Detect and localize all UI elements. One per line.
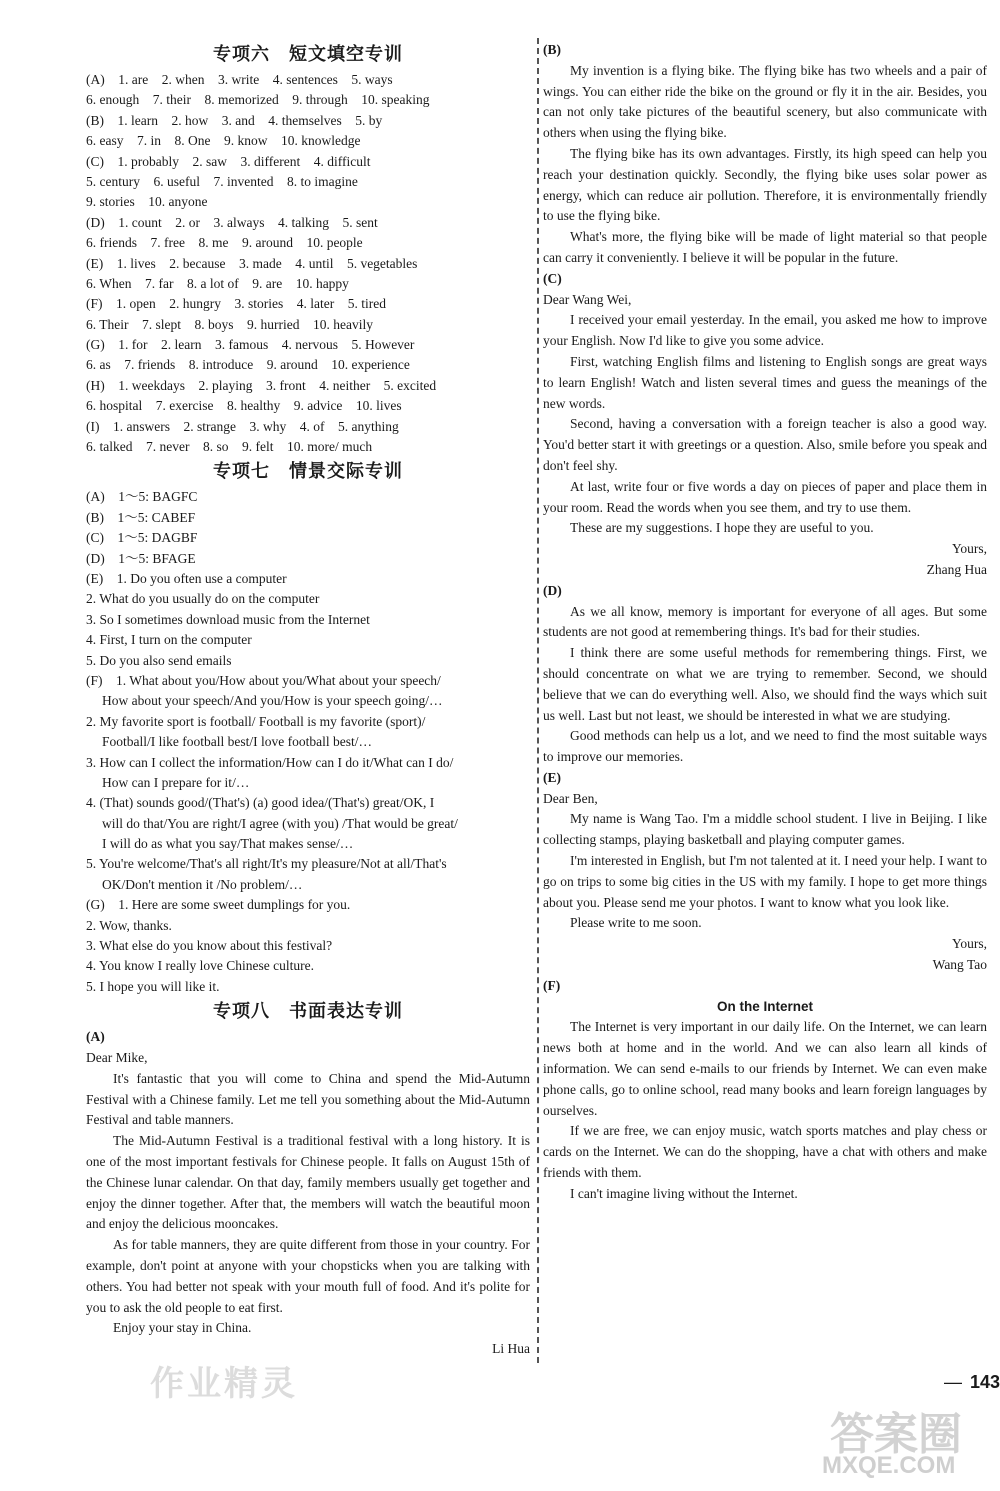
left-column <box>86 40 530 1360</box>
answer-line: 6. hospital 7. exercise 8. healthy 9. advice 10. lives <box>86 398 402 414</box>
answer-line: (H) 1. weekdays 2. playing 3. front 4. neither 5. excited <box>86 377 437 393</box>
essay-a <box>86 1027 530 1360</box>
paragraph: Please write to me soon. <box>570 915 702 931</box>
answer-site-logo: 答案圈 <box>830 1409 962 1460</box>
answer-line: (B) 1～5: CABEF <box>86 509 196 525</box>
answer-line: I will do as what you say/That makes sense/… <box>102 836 354 852</box>
answer-line: 4. You know I really love Chinese culture. <box>86 958 314 974</box>
page-number-dash: — <box>943 1372 962 1392</box>
essay-a-greeting: Dear Mike, <box>86 1049 148 1065</box>
paragraph: The Internet is very important in our daily life. On the Internet, we can learn news both at home and in the world. And we can also learn all kinds of information. We can send e-mails to our friends by Internet. We can even make phone calls, go to online school, read many books and learn foreign languages by ourselves. <box>543 1019 987 1118</box>
watermark-logo: 作业精灵 <box>150 1364 298 1404</box>
answer-line: 6. friends 7. free 8. me 9. around 10. people <box>86 235 363 251</box>
essay-f-body <box>543 1017 987 1204</box>
essay-c <box>543 269 987 581</box>
paragraph: Good methods can help us a lot, and we need to find the most suitable ways to improve our memories. <box>543 728 987 765</box>
paragraph: What's more, the flying bike will be made of light material so that people can carry it conveniently. I believe it will be popular in the future. <box>543 229 987 265</box>
answer-line: (D) 1. count 2. or 3. always 4. talking 5. sent <box>86 214 378 230</box>
paragraph: First, watching English films and listening to English songs are great ways to learn English! Watch and listen several times and guess the meanings of the new words. <box>543 353 987 411</box>
paragraph: At last, write four or five words a day on pieces of paper and place them in your room. Read the words when you see them, and try to use them. <box>543 478 987 515</box>
essay-e <box>543 768 987 976</box>
section-8-title: 专项八 书面表达专训 <box>213 1001 403 1023</box>
answer-line: 5. Do you also send emails <box>86 652 232 668</box>
essay-a-signature: Li Hua <box>492 1341 530 1357</box>
answer-line: 6. When 7. far 8. a lot of 9. are 10. happy <box>86 275 349 291</box>
answer-line: (D) 1～5: BFAGE <box>86 550 196 566</box>
column-divider <box>537 38 539 1363</box>
answer-line: (I) 1. answers 2. strange 3. why 4. of 5. anything <box>86 418 399 434</box>
answer-line: (A) 1～5: BAGFC <box>86 489 198 505</box>
paragraph: If we are free, we can enjoy music, watch sports matches and play chess or cards on the Internet. We can do the shopping, have a chat with others and make friends with them. <box>543 1123 987 1181</box>
section-7-title: 专项七 情景交际专训 <box>213 461 403 483</box>
essay-a-label: (A) <box>86 1029 105 1045</box>
answer-line: 2. Wow, thanks. <box>86 917 172 933</box>
essay-e-body <box>543 809 987 934</box>
essay-c-closing: Yours, <box>951 541 987 557</box>
section-6-answers <box>86 70 530 457</box>
answer-line: 3. So I sometimes download music from the Internet <box>86 611 370 627</box>
paragraph: Second, having a conversation with a foreign teacher is also a good way. You'd better start it with greetings or a question. Also, smile before you speak and don't feel shy. <box>543 416 987 473</box>
section-6-title: 专项六 短文填空专训 <box>213 44 403 65</box>
essay-e-signature: Wang Tao <box>932 957 987 973</box>
paragraph: I'm interested in English, but I'm not talented at it. I need your help. I want to go on trips to some big cities in the US with my family. I hope to get more things about you. Please send me your photos. I want to know what you look like. <box>543 853 987 910</box>
essay-d <box>543 581 987 768</box>
essay-f-title: On the Internet <box>716 998 813 1014</box>
paragraph: I received your email yesterday. In the email, you asked me how to improve your English. Now I'd like to give you some advice. <box>543 312 987 349</box>
paragraph: Enjoy your stay in China. <box>113 1320 252 1336</box>
answer-line: 6. as 7. friends 8. introduce 9. around 10. experience <box>86 357 410 373</box>
essay-e-greeting: Dear Ben, <box>543 790 598 806</box>
answer-line: How about your speech/And you/How is your speech going/… <box>102 693 443 709</box>
paragraph: As we all know, memory is important for everyone of all ages. But some students are not good at remembering things. It's bad for their studies. <box>543 603 987 640</box>
answer-line: 5. century 6. useful 7. invented 8. to imagine <box>86 173 358 189</box>
answer-line: 6. talked 7. never 8. so 9. felt 10. more/ much <box>86 439 373 455</box>
answer-line: (B) 1. learn 2. how 3. and 4. themselves 5. by <box>86 112 383 128</box>
essay-c-label: (C) <box>543 270 562 286</box>
paragraph: As for table manners, they are quite different from those in your country. For example, don't point at anyone with your chopsticks when you are talking with others. You had better not speak with your mouth full of food. And it's polite for you to ask the old people to eat first. <box>86 1237 530 1315</box>
answer-line: How can I prepare for it/… <box>102 774 250 790</box>
answer-line: (F) 1. What about you/How about you/What about your speech/ <box>86 672 441 688</box>
answer-line: OK/Don't mention it /No problem/… <box>102 876 303 892</box>
page-number-value: 143 <box>969 1372 1000 1392</box>
answer-line: (C) 1. probably 2. saw 3. different 4. difficult <box>86 153 371 169</box>
answer-line: 5. I hope you will like it. <box>86 978 220 994</box>
answer-line: 2. What do you usually do on the computer <box>86 591 320 607</box>
answer-line: (C) 1～5: DAGBF <box>86 530 198 546</box>
answer-line: 9. stories 10. anyone <box>86 194 208 210</box>
essay-e-closing: Yours, <box>951 936 987 952</box>
answer-line: 3. How can I collect the information/How can I do it/What can I do/ <box>86 754 454 770</box>
essay-b <box>543 40 987 269</box>
answer-line: 6. enough 7. their 8. memorized 9. through 10. speaking <box>86 92 430 108</box>
essay-e-label: (E) <box>543 769 561 785</box>
paragraph: I can't imagine living without the Internet. <box>570 1185 798 1201</box>
essay-b-label: (B) <box>543 42 561 57</box>
answer-line: 4. First, I turn on the computer <box>86 632 252 648</box>
answer-line: 4. (That) sounds good/(That's) (a) good idea/(That's) great/OK, I <box>86 795 435 811</box>
answer-line: (A) 1. are 2. when 3. write 4. sentences 5. ways <box>86 72 393 87</box>
essay-c-body <box>543 310 987 539</box>
essay-c-signature: Zhang Hua <box>926 561 987 577</box>
essay-d-label: (D) <box>543 582 562 598</box>
answer-line: (E) 1. Do you often use a computer <box>86 570 287 586</box>
answer-line: Football/I like football best/I love football best/… <box>102 734 372 750</box>
answer-line: (F) 1. open 2. hungry 3. stories 4. later 5. tired <box>86 296 386 312</box>
paragraph: The flying bike has its own advantages. Firstly, its high speed can help you reach your destination quickly. Secondly, the flying bike uses solar power as energy, which can reduce air pollution. Therefore, it is environmentally friendly to use the flying bike. <box>543 145 987 224</box>
section-7-answers <box>86 487 530 997</box>
answer-line: 6. easy 7. in 8. One 9. know 10. knowledge <box>86 133 361 149</box>
essay-d-body <box>543 602 987 768</box>
answer-site-url: MXQE.COM <box>822 1452 956 1479</box>
essay-b-body <box>543 61 987 269</box>
paragraph: These are my suggestions. I hope they are useful to you. <box>570 520 874 536</box>
answer-line: 5. You're welcome/That's all right/It's my pleasure/Not at all/That's <box>86 856 447 872</box>
answer-line: 2. My favorite sport is football/ Football is my favorite (sport)/ <box>86 713 426 729</box>
essay-c-greeting: Dear Wang Wei, <box>543 291 632 307</box>
essay-a-body <box>86 1069 530 1339</box>
paragraph: It's fantastic that you will come to China and spend the Mid-Autumn Festival with a Chinese family. Let me tell you something about the Mid-Autumn Festival and table manners. <box>86 1070 530 1128</box>
page-number <box>944 1372 1000 1393</box>
answer-line: (G) 1. Here are some sweet dumplings for you. <box>86 897 351 913</box>
essay-f <box>543 976 987 1205</box>
paragraph: My invention is a flying bike. The flying bike has two wheels and a pair of wings. You can either ride the bike on the ground or fly it in the air. Besides, you can not only take pictures of the beautiful scenery, but also communicate with others when using the flying bike. <box>543 62 987 141</box>
essay-f-label: (F) <box>543 977 561 993</box>
right-column <box>543 40 987 1205</box>
answer-line: (E) 1. lives 2. because 3. made 4. until 5. vegetables <box>86 255 418 271</box>
paragraph: I think there are some useful methods for remembering things. First, we should concentrate on what we are trying to remember. Second, we should believe that we can do everything well. Also, we should find the ways which suit us well. Last but not least, we should be interested in what we are studying. <box>543 645 987 723</box>
answer-line: (G) 1. for 2. learn 3. famous 4. nervous 5. However <box>86 337 415 353</box>
answer-line: 6. Their 7. slept 8. boys 9. hurried 10. heavily <box>86 316 373 332</box>
answer-line: will do that/You are right/I agree (with you) /That would be great/ <box>102 815 458 831</box>
paragraph: My name is Wang Tao. I'm a middle school student. I live in Beijing. I like collecting stamps, playing basketball and playing computer games. <box>543 811 987 848</box>
paragraph: The Mid-Autumn Festival is a traditional festival with a long history. It is one of the most important festivals for Chinese people. It falls on August 15th of the Chinese lunar calendar. On that day, family members usually get together and enjoy the dinner together. After that, the members will watch the beautiful moon and enjoy the delicious mooncakes. <box>86 1133 530 1232</box>
answer-line: 3. What else do you know about this festival? <box>86 938 333 954</box>
